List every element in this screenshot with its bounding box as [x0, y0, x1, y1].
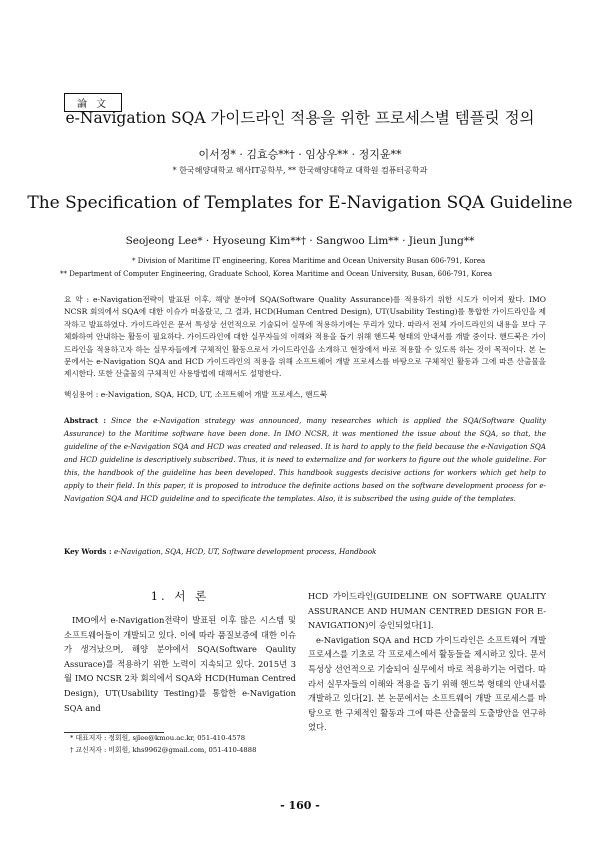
footnote: * 대표저자 : 정회원, sjlee@kmou.ac.kr, 051-410-4578	[70, 734, 246, 742]
affiliation-line: * Division of Maritime IT engineering, Korea Maritime and Ocean University Busan 606-791, Korea	[132, 257, 486, 265]
korean-title: e-Navigation SQA 가이드라인 적용을 위한 프로세스별 템플릿 정의	[65, 109, 535, 127]
korean-abstract-text: e-Navigation전략이 발표된 이후, 해양 분야에 SQA(Software Quality Assurance)를 적용하기 위한 시도가 이어져 왔다. IMO NCSR 회의에서 SQA에 대한 이슈가 떠올랐고, 그 결과, HCD(Human Centred Design), UT(Usability Testing)를 통합한 가이드라인을 제작하고 발표하였다. 가이드라인은 문서 특성상 선언적으로 기술되어 실무에 적용하기에는 무리가 있다. 따라서 전체 가이드라인의 내용을 보다 구체화하여 안내하는 활동이 필요하다. 가이드라인에 대한 실무자들의 이해와 적용을 돕기 위해 핸드북 형태의 안내서를 개발 중이다. 핸드북은 가이드라인을 적용하고자 하는 실무자들에게 구체적인 활동으로서 가이드라인을 소개하고 현장에서 바로 적용할 수 있도록 하는 것이 목적이다. 본 논문에서는 e-Navigation SQA and HCD 가이드라인의 적용을 위해 소프트웨어 개발 프로세스를 바탕으로 구체적인 활동과 그에 따른 산출물을 제시한다. 또한 산출물의 구체적인 사용방법에 대해서도 설명한다.	[64, 295, 547, 379]
footnotes	[64, 733, 256, 756]
english-authors: Seojeong Lee* · Hyoseung Kim**† · Sangwoo Lim** · Jieun Jung**	[125, 235, 475, 247]
korean-affiliation: * 한국해양대학교 해사IT공학부, ** 한국해양대학교 대학원 컴퓨터공학과	[172, 166, 428, 175]
korean-abstract	[64, 294, 546, 381]
english-keywords-text: e-Navigation, SQA, HCD, UT, Software development process, Handbook	[113, 547, 377, 556]
section-heading: 1. 서 론	[150, 589, 210, 603]
page-number: - 160 -	[280, 799, 320, 812]
body-paragraph: e-Navigation SQA and HCD 가이드라인은 소프트웨어 개발 프로세스를 기초로 각 프로세스에서 활동들을 제시하고 있다. 문서 특성상 선언적으로 기술되어 실무에서 바로 적용하기는 어렵다. 따라서 실무자들의 이해와 적용을 돕기 위해 핸드북 형태의 안내서를 개발하고 있다[2]. 본 논문에서는 소프트웨어 개발 프로세스를 바탕으로 한 구체적인 활동과 그에 따른 산출물의 도출방안을 연구하였다.	[308, 634, 546, 733]
right-column	[308, 589, 546, 735]
english-keywords-label: Key Words :	[64, 547, 112, 556]
english-title: The Specification of Templates for E-Navigation SQA Guideline	[27, 193, 573, 213]
body-paragraph: IMO에서 e-Navigation전략이 발표된 이후 많은 시스템 및 소프트웨어들이 개발되고 있다. 이에 따라 품질보증에 대한 이슈가 생겨났으며, 해양 분야에서 SQA(Software Qaulity Assurace)를 적용하기 위한 노력이 지속되고 있다. 2015년 3월 IMO NCSR 2차 회의에서 SQA와 HCD(Human Centred Design), UT(Usability Testing)를 통합한 e-Navigation SQA and	[64, 615, 296, 713]
english-keywords	[64, 547, 376, 556]
korean-keywords	[64, 389, 327, 400]
affiliation-line: ** Department of Computer Engineering, Graduate School, Korea Maritime and Ocean University, Busan, 606-791, Korea	[60, 270, 493, 278]
korean-keywords-label: 핵심용어 :	[64, 390, 99, 399]
english-abstract	[64, 414, 546, 505]
english-abstract-text: Since the e-Navigation strategy was announced, many researches which is applied the SQA(Software Quality Assurance) to the Maritime software have been done. In IMO NCSR, it was mentioned the issue about the SQA, so that, the guideline of the e-Navigation SQA and HCD was created and released. It is hard to apply to the field because the e-Navigation SQA and HCD guideline is descriptively subscribed. Thus, it is need to externalize and for workers to figure out the whole guideline. For this, the handbook of the guideline has been developed. This handbook suggests decisive actions for workers which get help to apply to their field. In this paper, it is proposed to introduce the definite actions based on the software development process for e-Navigation SQA and HCD guideline and to specificate the templates. Also, it is subscribed the using guide of the templates.	[64, 416, 546, 503]
left-column	[64, 613, 296, 715]
korean-abstract-label: 요 약 :	[64, 295, 90, 304]
korean-authors: 이서정* · 김효승**† · 임상우** · 정지윤**	[198, 148, 402, 161]
footnote: † 교신저자 : 비회원, khs9962@gmail.com, 051-410-4888	[70, 745, 257, 754]
english-affiliation	[60, 255, 550, 281]
english-abstract-label: Abstract :	[64, 416, 107, 425]
korean-keywords-text: e-Navigation, SQA, HCD, UT, 소프트웨어 개발 프로세스, 핸드북	[100, 390, 328, 399]
paper-type-tag: 論 文	[64, 93, 122, 112]
body-paragraph: HCD 가이드라인(GUIDELINE ON SOFTWARE QUALITY ASSURANCE AND HUMAN CENTRED DESIGN FOR E-NAVIGATION)이 승인되었다[1].	[308, 591, 546, 631]
